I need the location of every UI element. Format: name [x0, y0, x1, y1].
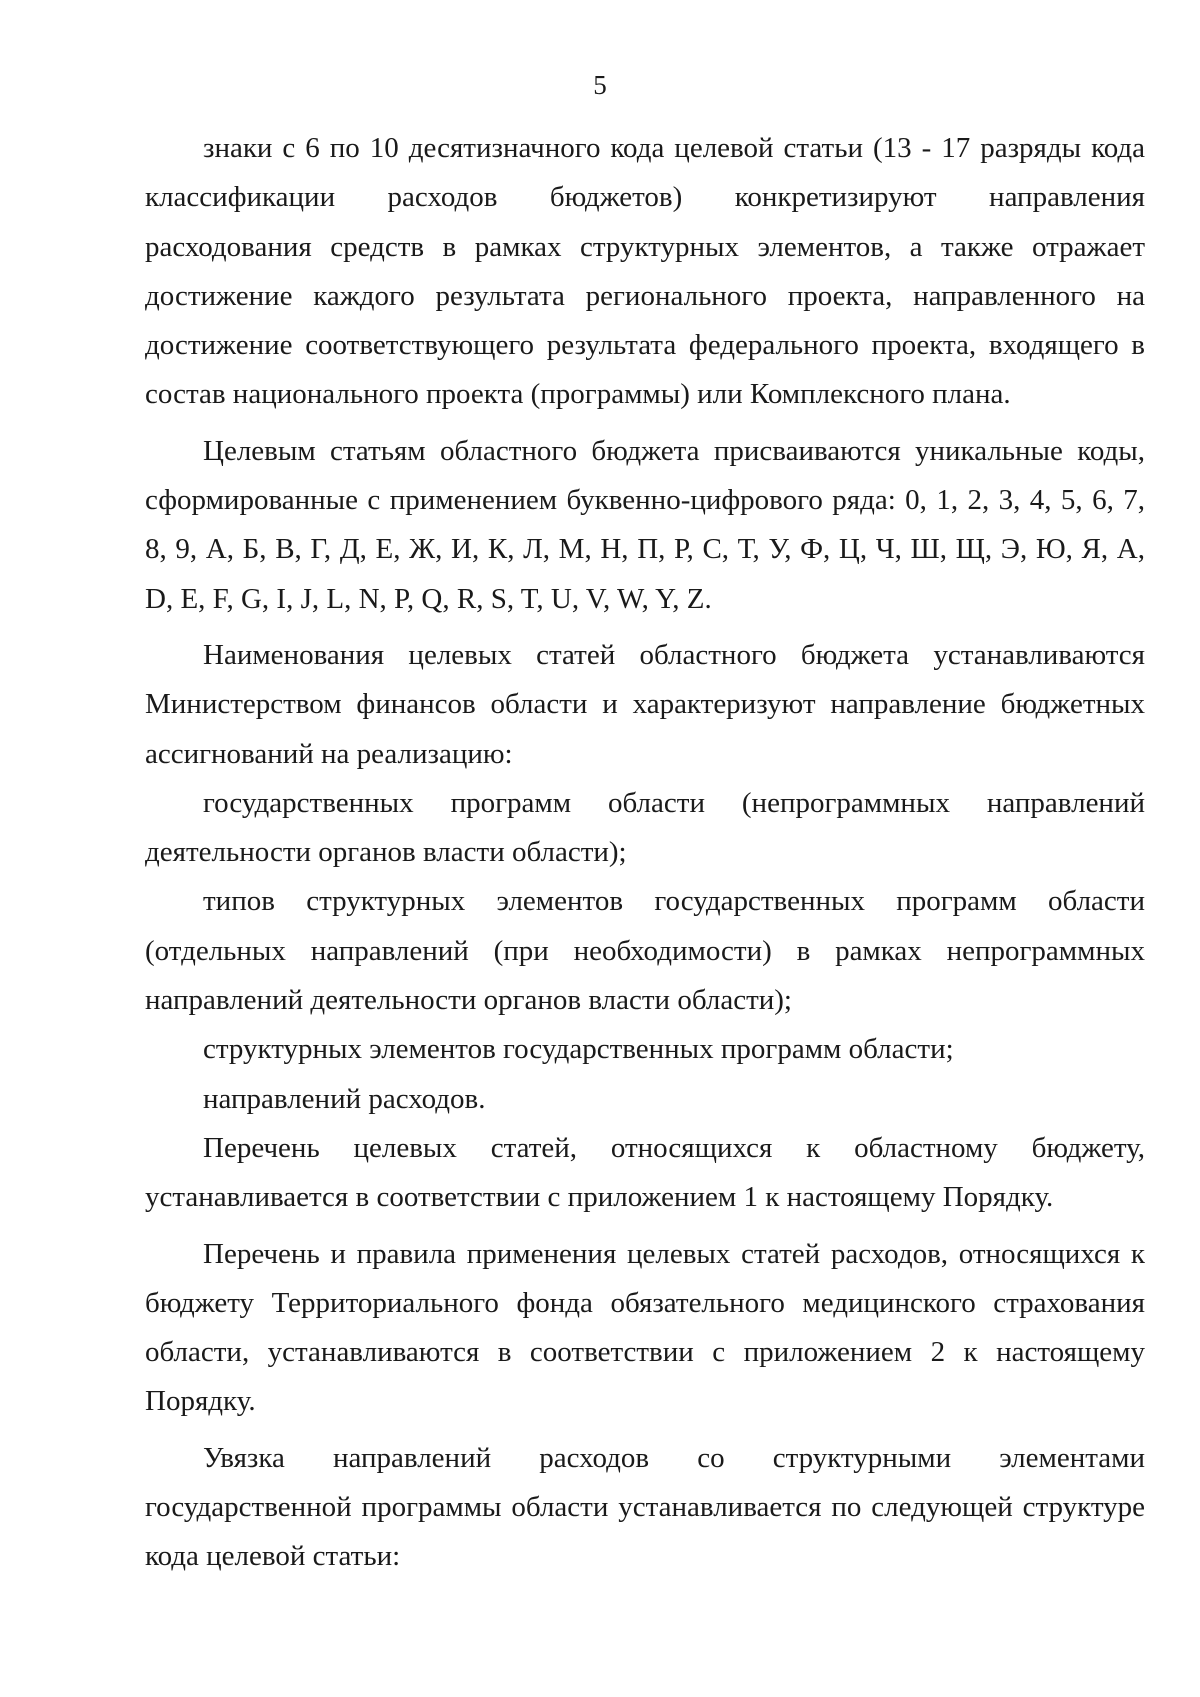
text-line: состав национального проекта (программы) или Комплексного плана. [145, 378, 1011, 411]
text-line: деятельности органов власти области); [145, 836, 627, 869]
text-line: Наименования целевых статей областного бюджета устанавливаются [203, 638, 1145, 671]
list-item-directions [145, 1075, 1145, 1124]
list-item-programs [145, 779, 1145, 878]
text-line: структурных элементов государственных программ области; [203, 1033, 954, 1066]
text-line: D, E, F, G, I, J, L, N, P, Q, R, S, T, U, V, W, Y, Z. [145, 582, 712, 615]
text-line: направлений расходов. [203, 1082, 486, 1115]
text-line: сформированные с применением буквенно-цифрового ряда: 0, 1, 2, 3, 4, 5, 6, 7, [145, 484, 1145, 517]
text-line: направлений деятельности органов власти области); [145, 984, 792, 1017]
text-line: (отдельных направлений (при необходимости) в рамках непрограммных [145, 934, 1145, 967]
paragraph-list-appendix-2 [145, 1230, 1145, 1427]
paragraph-names [145, 631, 1145, 779]
paragraph-list-appendix-1 [145, 1124, 1145, 1223]
list-item-element-types [145, 877, 1145, 1025]
text-line: устанавливается в соответствии с приложением 1 к настоящему Порядку. [145, 1181, 1054, 1214]
text-line: Перечень целевых статей, относящихся к областному бюджету, [203, 1131, 1145, 1164]
text-line: государственной программы области устанавливается по следующей структуре [145, 1491, 1145, 1524]
text-line: Целевым статьям областного бюджета присваиваются уникальные коды, [203, 434, 1145, 467]
text-line: достижение соответствующего результата федерального проекта, входящего в [145, 329, 1145, 362]
text-line: Министерством финансов области и характеризуют направление бюджетных [145, 688, 1145, 721]
text-line: государственных программ области (непрограммных направлений [203, 786, 1145, 819]
text-line: знаки с 6 по 10 десятизначного кода целевой статьи (13 - 17 разряды кода [203, 132, 1145, 164]
body-text [145, 124, 1145, 1582]
text-line: Увязка направлений расходов со структурными элементами [203, 1441, 1145, 1474]
page-number: 5 [593, 70, 607, 100]
text-line: типов структурных элементов государственных программ области [203, 885, 1145, 918]
text-line: Перечень и правила применения целевых статей расходов, относящихся к [203, 1237, 1145, 1270]
text-line: кода целевой статьи: [145, 1540, 401, 1573]
list-item-elements [145, 1025, 1145, 1074]
paragraph-unique-codes [145, 427, 1145, 624]
text-line: бюджету Территориального фонда обязательного медицинского страхования [145, 1286, 1145, 1319]
text-line: Порядку. [145, 1385, 256, 1418]
text-line: 8, 9, А, Б, В, Г, Д, Е, Ж, И, К, Л, М, Н, П, Р, С, Т, У, Ф, Ц, Ч, Ш, Щ, Э, Ю, Я, A, [145, 533, 1145, 566]
paragraph-linkage [145, 1434, 1145, 1582]
text-line: достижение каждого результата регионального проекта, направленного на [145, 279, 1145, 312]
text-line: ассигнований на реализацию: [145, 737, 513, 770]
text-line: расходования средств в рамках структурных элементов, а также отражает [145, 230, 1145, 263]
paragraph-code-digits [145, 124, 1145, 420]
text-line: области, устанавливаются в соответствии с приложением 2 к настоящему [145, 1336, 1145, 1369]
text-line: классификации расходов бюджетов) конкретизируют направления [145, 181, 1145, 214]
